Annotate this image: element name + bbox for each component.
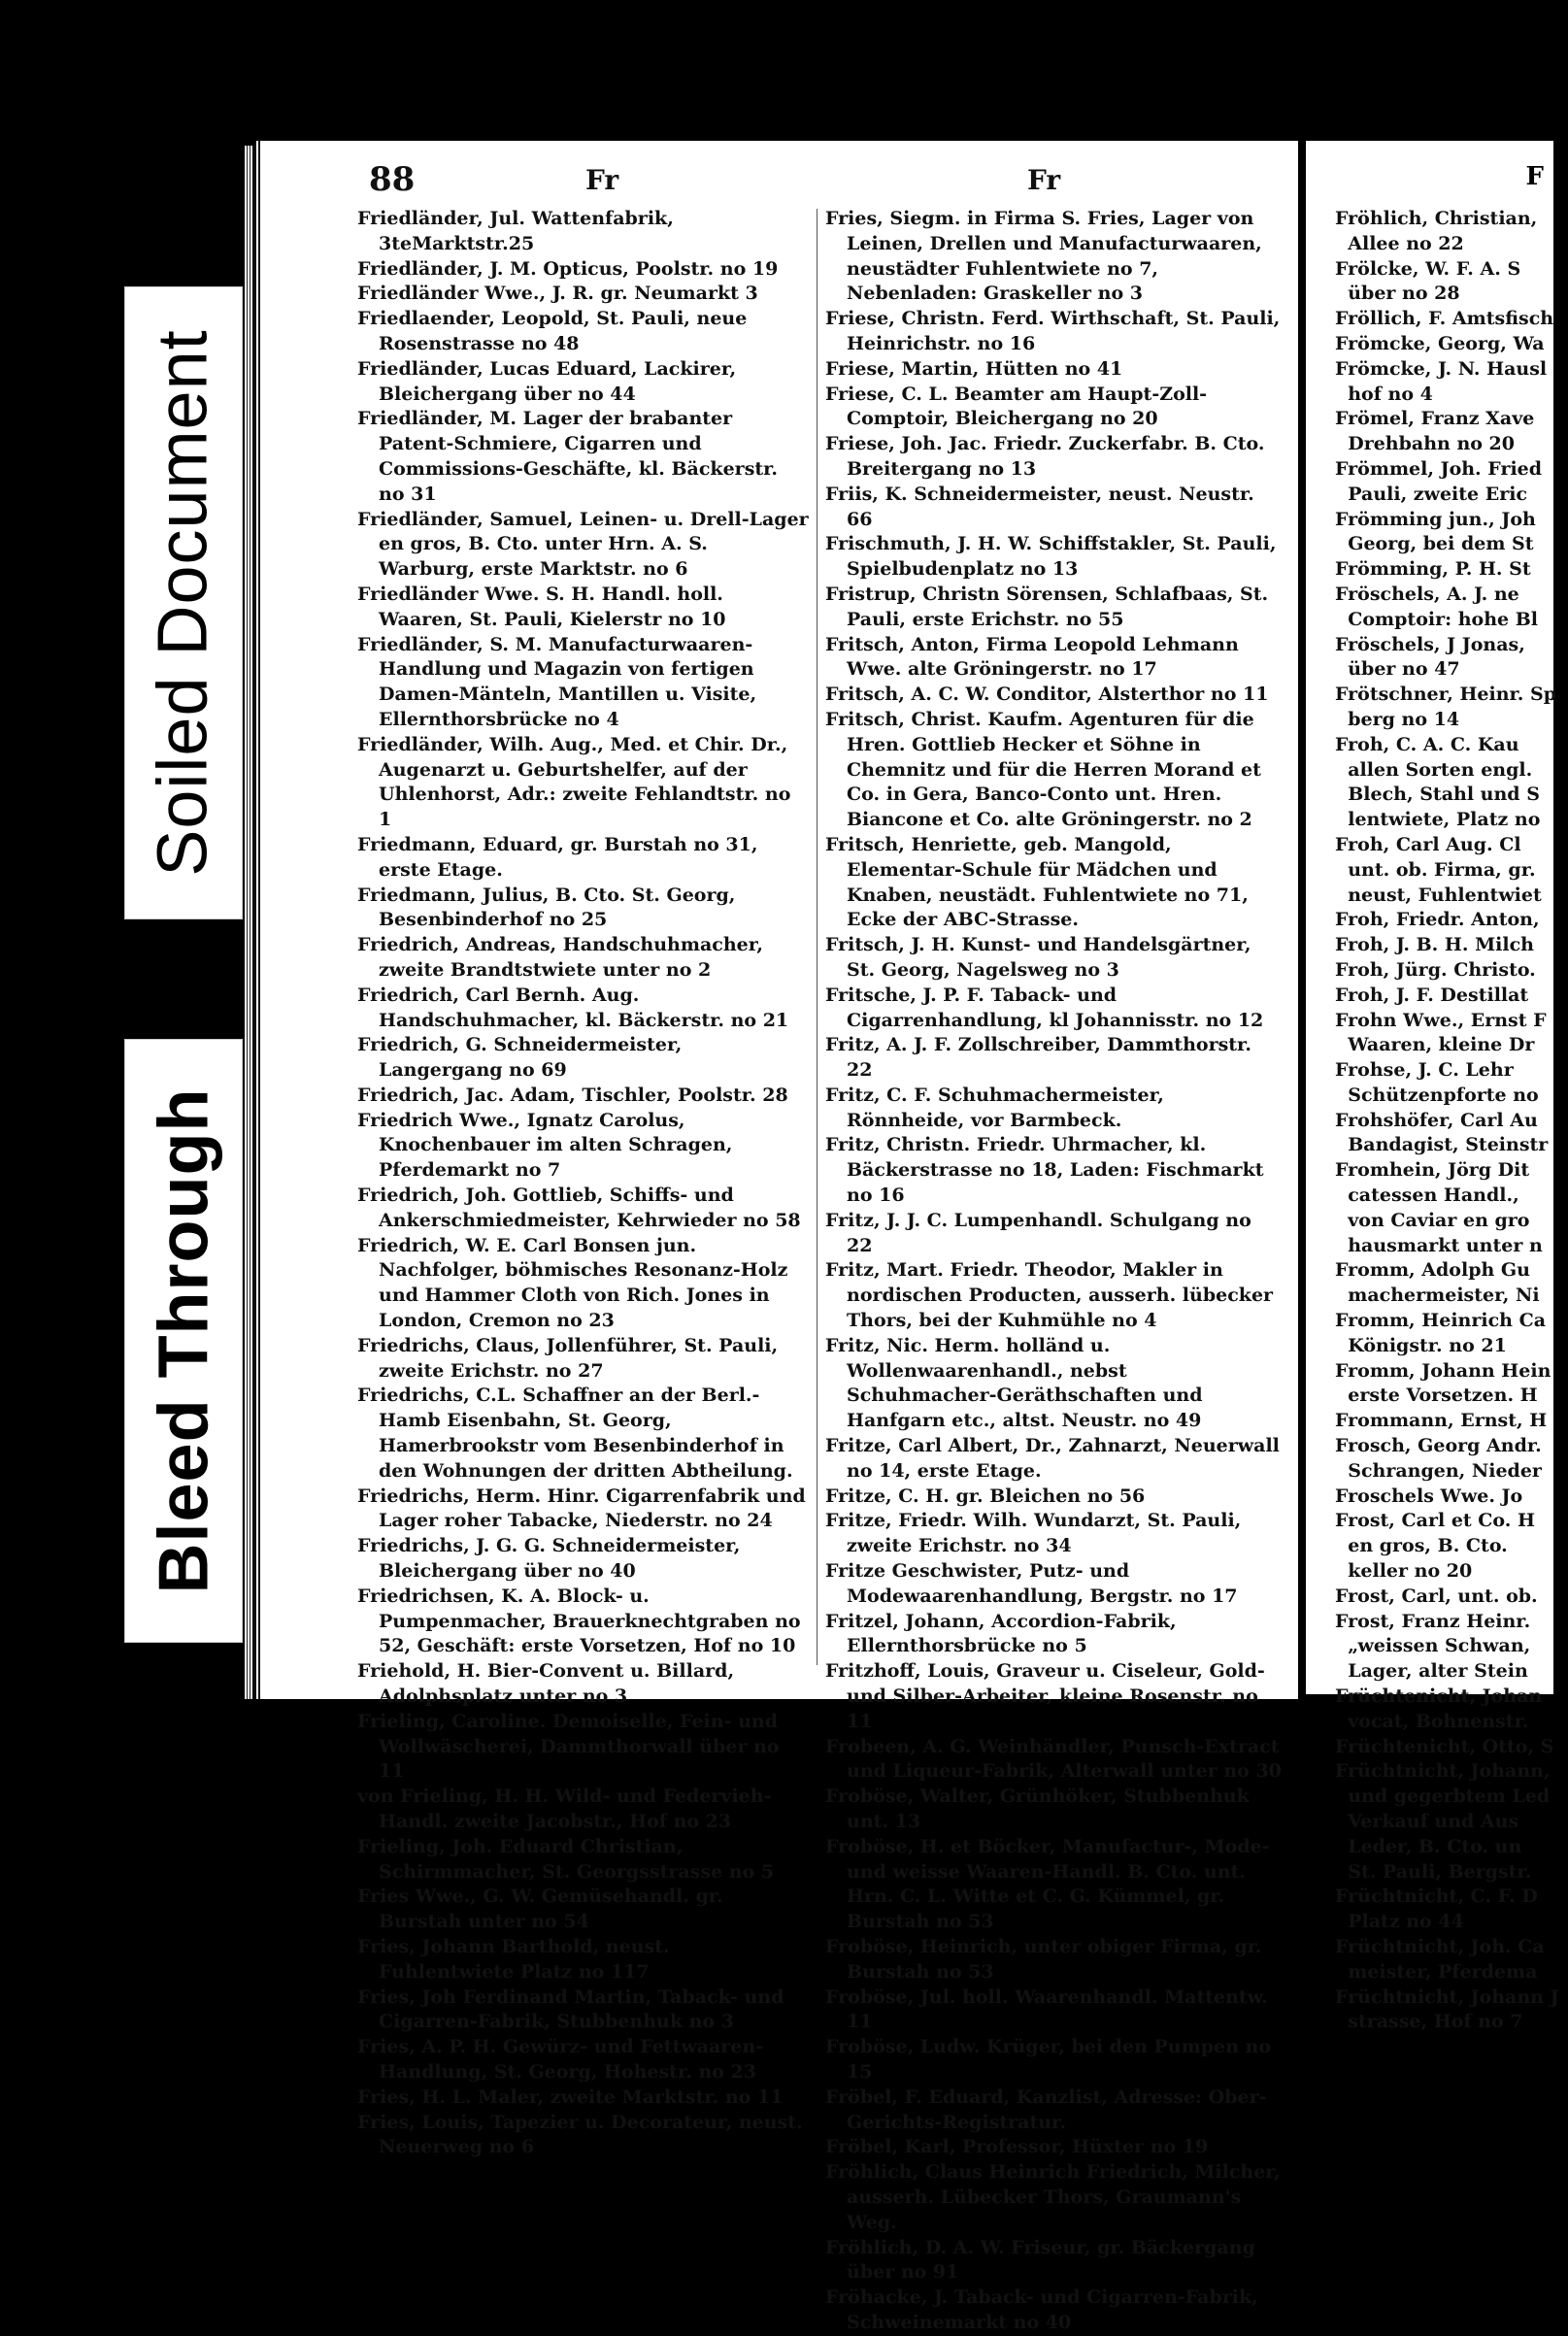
directory-entry: Friedrich, G. Schneidermeister, Langergang no 69: [357, 1034, 683, 1082]
directory-entry: Friehold, H. Bier-Convent u. Billard, Adolphsplatz unter no 3: [357, 1660, 735, 1708]
facing-page-line: „weissen Schwan,: [1335, 1635, 1531, 1657]
facing-page-line: Frömcke, Georg, Wa: [1335, 332, 1545, 354]
directory-entry: Fritsch, Henriette, geb. Mangold, Elementar-Schule für Mädchen und Knaben, neustädt. Fuhlentwiete no 71, Ecke der ABC-Strasse.: [825, 833, 1249, 931]
facing-page-line: Frosch, Georg Andr.: [1335, 1435, 1542, 1457]
directory-entry: Friedländer Wwe., J. R. gr. Neumarkt 3: [357, 283, 758, 305]
directory-entry: Friedrichs, J. G. G. Schneidermeister, Bleichergang über no 40: [357, 1535, 741, 1583]
facing-page-line: Froh, J. F. Destillat: [1335, 984, 1529, 1006]
directory-entry: Friedmann, Eduard, gr. Burstah no 31, erste Etage.: [357, 833, 758, 881]
page-number: 88: [369, 160, 416, 199]
facing-page-line: Früchtnicht, Johann J: [1335, 1986, 1559, 2008]
directory-entry: Frobeen, A. G. Weinhändler, Punsch-Extract und Liqueur-Fabrik, Alterwall unter no 30: [825, 1735, 1282, 1783]
facing-page-line: Früchtenicht, Johan: [1335, 1685, 1543, 1708]
facing-page-line: Frommann, Ernst, H: [1335, 1410, 1548, 1432]
directory-entry: Froböse, Walter, Grünhöker, Stubbenhuk unt. 13: [825, 1785, 1250, 1832]
directory-entry: Fröbel, Karl, Professor, Hüxter no 19: [825, 2136, 1209, 2158]
directory-entry: Friedrich, Jac. Adam, Tischler, Poolstr. 28: [357, 1084, 788, 1106]
facing-page-line: Froh, C. A. C. Kau: [1335, 733, 1519, 755]
facing-page-line: catessen Handl.,: [1335, 1185, 1526, 1207]
facing-page-line: Fröschels, J Jonas,: [1335, 633, 1525, 655]
facing-page-line: Pauli, zweite Eric: [1335, 483, 1528, 505]
facing-page-column: [1335, 207, 1568, 2035]
facing-page-line: Frost, Franz Heinr.: [1335, 1610, 1531, 1632]
soiled-document-label: Soiled Document: [145, 329, 223, 877]
facing-page-line: St. Pauli, Bergstr.: [1335, 1860, 1532, 1883]
facing-page-line: über no 28: [1335, 283, 1460, 305]
directory-entry: von Frieling, H. H. Wild- und Federvieh-Handl. zweite Jacobstr., Hof no 23: [357, 1785, 772, 1832]
facing-page-line: Platz no 44: [1335, 1911, 1464, 1933]
directory-entry: Friedrich, Andreas, Handschuhmacher, zweite Brandtstwiete unter no 2: [357, 934, 763, 981]
directory-entry: Froböse, Heinrich, unter obiger Firma, gr. Burstah no 53: [825, 1935, 1262, 1983]
directory-entry: Friedrich, Carl Bernh. Aug. Handschuhmacher, kl. Bäckerstr. no 21: [357, 984, 789, 1031]
directory-entry: Fritz, Mart. Friedr. Theodor, Makler in nordischen Producten, ausserh. lübecker Thors, bei der Kuhmühle no 4: [825, 1259, 1274, 1332]
facing-page-line: hof no 4: [1335, 383, 1433, 405]
directory-entry: Fritz, A. J. F. Zollschreiber, Dammthorstr. 22: [825, 1034, 1251, 1082]
facing-page-line: hausmarkt unter n: [1335, 1234, 1543, 1256]
facing-page-line: Früchtenicht, Otto, S: [1335, 1735, 1554, 1757]
facing-page-line: Frost, Carl, unt. ob.: [1335, 1585, 1538, 1607]
facing-page-line: Waaren, kleine Dr: [1335, 1034, 1535, 1056]
facing-page-line: en gros, B. Cto.: [1335, 1535, 1508, 1557]
directory-entry: Fries, Joh Ferdinand Martin, Taback- und Cigarren-Fabrik, Stubbenhuk no 3: [357, 1986, 784, 2033]
facing-page-line: Schrangen, Nieder: [1335, 1459, 1542, 1482]
facing-page-line: Fröllich, F. Amtsfisch: [1335, 308, 1554, 330]
directory-entry: Fries, Louis, Tapezier u. Decorateur, neust. Neuerweg no 6: [357, 2111, 803, 2158]
facing-page-line: Frölcke, W. F. A. S: [1335, 257, 1521, 280]
facing-page-line: Georg, bei dem St: [1335, 533, 1534, 555]
facing-page-line: Fromhein, Jörg Dit: [1335, 1159, 1530, 1182]
facing-page-header: F: [1525, 162, 1544, 191]
directory-entry: Friese, Christn. Ferd. Wirthschaft, St. Pauli, Heinrichstr. no 16: [825, 308, 1281, 354]
directory-entry: Friedrich Wwe., Ignatz Carolus, Knochenbauer im alten Schragen, Pferdemarkt no 7: [357, 1109, 733, 1182]
facing-page-line: allen Sorten engl.: [1335, 758, 1533, 781]
facing-page-line: Fromm, Heinrich Ca: [1335, 1310, 1547, 1332]
facing-page-line: Fröhlich, Christian,: [1335, 208, 1538, 229]
facing-page-line: Drehbahn no 20: [1335, 433, 1515, 455]
facing-page-line: lentwiete, Platz no: [1335, 809, 1541, 831]
directory-entry: Fritzel, Johann, Accordion-Fabrik, Ellernthorsbrücke no 5: [825, 1610, 1177, 1657]
facing-page-line: Frohshöfer, Carl Au: [1335, 1109, 1538, 1131]
directory-entry: Friedlaender, Leopold, St. Pauli, neue Rosenstrasse no 48: [357, 308, 748, 354]
facing-page-line: Frost, Carl et Co. H: [1335, 1510, 1535, 1532]
facing-page-fragment: [1306, 141, 1559, 2033]
facing-page-line: Schützenpforte no: [1335, 1084, 1539, 1106]
facing-page-line: Froschels Wwe. Jo: [1335, 1485, 1523, 1507]
facing-page-line: Frömming, P. H. St: [1335, 558, 1531, 581]
directory-entry: Friedrich, Joh. Gottlieb, Schiffs- und Ankerschmiedmeister, Kehrwieder no 58: [357, 1185, 801, 1231]
directory-entry: Frischmuth, J. H. W. Schiffstakler, St. Pauli, Spielbudenplatz no 13: [825, 533, 1277, 581]
directory-entry: Fries, Johann Barthold, neust. Fuhlentwiete Platz no 117: [357, 1935, 670, 1983]
directory-entry: Friedländer, M. Lager der brabanter Patent-Schmiere, Cigarren und Commissions-Geschäfte, kl. Bäckerstr. no 31: [357, 408, 779, 505]
directory-entry: Friedländer Wwe. S. H. Handl. holl. Waaren, St. Pauli, Kielerstr no 10: [357, 583, 726, 630]
facing-page-line: strasse, Hof no 7: [1335, 2011, 1523, 2033]
facing-page-line: Froh, Jürg. Christo.: [1335, 958, 1536, 981]
facing-page-line: Frömcke, J. N. Hausl: [1335, 357, 1548, 380]
soiled-document-tag: [124, 286, 243, 919]
right-column: [825, 207, 1282, 2336]
facing-page-line: Früchtnicht, Johann,: [1335, 1760, 1551, 1783]
directory-entry: Fritsche, J. P. F. Taback- und Cigarrenhandlung, kl Johannisstr. no 12: [825, 984, 1264, 1031]
directory-entry: Fritsch, J. H. Kunst- und Handelsgärtner, St. Georg, Nagelsweg no 3: [825, 934, 1251, 981]
directory-entry: Fries, Siegm. in Firma S. Fries, Lager von Leinen, Drellen und Manufacturwaaren, neustädter Fuhlentwiete no 7, Nebenladen: Graskeller no 3: [825, 208, 1262, 305]
facing-page-line: Frötschner, Heinr. Sp: [1335, 684, 1557, 706]
directory-entry: Friedrichs, C.L. Schaffner an der Berl.-Hamb Eisenbahn, St. Georg, Hamerbrookstr vom Besenbinderhof in den Wohnungen der dritten Abtheilung.: [357, 1385, 793, 1482]
facing-page-line: Lager, alter Stein: [1335, 1660, 1528, 1683]
directory-entry: Friedländer, Samuel, Leinen- u. Drell-Lager en gros, B. Cto. unter Hrn. A. S. Warburg, erste Marktstr. no 6: [357, 508, 809, 581]
directory-entry: Fritsch, Christ. Kaufm. Agenturen für die Hren. Gottlieb Hecker et Söhne in Chemnitz und für die Herren Morand et Co. in Gera, Banco-Conto unt. Hren. Biancone et Co. alte Gröningerstr. no 2: [825, 708, 1261, 831]
directory-entry: Fröhacke, J. Taback- und Cigarren-Fabrik, Schweinemarkt no 40: [825, 2286, 1258, 2333]
bleed-through-label: Bleed Through: [145, 1087, 223, 1594]
directory-entry: Fröhlich, Claus Heinrich Friedrich, Milcher, ausserh. Lübecker Thors, Graumann's Weg.: [825, 2161, 1281, 2233]
directory-entry: Fritze, Friedr. Wilh. Wundarzt, St. Pauli, zweite Erichstr. no 34: [825, 1510, 1242, 1557]
facing-page-line: und gegerbtem Led: [1335, 1785, 1551, 1808]
facing-page-line: meister, Pferdema: [1335, 1960, 1538, 1983]
facing-page-line: Frohn Wwe., Ernst F: [1335, 1009, 1547, 1031]
directory-entry: Fristrup, Christn Sörensen, Schlafbaas, St. Pauli, erste Erichstr. no 55: [825, 583, 1269, 630]
directory-entry: Friedländer, J. M. Opticus, Poolstr. no 19: [357, 257, 779, 280]
facing-page-line: vocat, Bohnenstr.: [1335, 1710, 1529, 1732]
facing-page-line: Froh, J. B. H. Milch: [1335, 934, 1534, 956]
directory-entry: Fritsch, A. C. W. Conditor, Alsterthor no 11: [825, 684, 1269, 706]
left-column: [357, 207, 809, 2160]
facing-page-line: neust, Fuhlentwiet: [1335, 884, 1542, 906]
facing-page-line: Frömmel, Joh. Fried: [1335, 457, 1543, 480]
directory-entry: Friese, Joh. Jac. Friedr. Zuckerfabr. B. Cto. Breitergang no 13: [825, 433, 1265, 480]
page-edge: [245, 146, 252, 1699]
facing-page-line: Früchtnicht, Joh. Ca: [1335, 1935, 1545, 1957]
directory-entry: Friedrichsen, K. A. Block- u. Pumpenmacher, Brauerknechtgraben no 52, Geschäft: erste Vorsetzen, Hof no 10: [357, 1585, 801, 1657]
facing-page-line: Leder, B. Cto. un: [1335, 1835, 1522, 1857]
directory-entry: Fries, H. L. Maler, zweite Marktstr. no 11: [357, 2086, 784, 2108]
directory-entry: Froböse, Ludw. Krüger, bei den Pumpen no 15: [825, 2036, 1272, 2083]
facing-page-line: Allee no 22: [1335, 232, 1464, 254]
directory-entry: Fritz, C. F. Schuhmachermeister, Rönnheide, vor Barmbeck.: [825, 1084, 1164, 1131]
facing-page-line: Früchtnicht, C. F. D: [1335, 1885, 1538, 1908]
facing-page-line: Blech, Stahl und S: [1335, 784, 1540, 806]
directory-entry: Froböse, Jul. holl. Waarenhandl. Mattentw. 11: [825, 1986, 1268, 2033]
directory-entry: Frieling, Caroline. Demoiselle, Fein- und Wollwäscherei, Dammthorwall über no 11: [357, 1710, 780, 1783]
directory-entry: Fritz, Nic. Herm. holländ u. Wollenwaarenhandl., nebst Schuhmacher-Geräthschaften und Hanfgarn etc., altst. Neustr. no 49: [825, 1334, 1203, 1432]
header-left-letters: Fr: [585, 164, 619, 196]
directory-entry: Friedrich, W. E. Carl Bonsen jun. Nachfolger, böhmisches Resonanz-Holz und Hammer Cloth von Rich. Jones in London, Cremon no 23: [357, 1234, 788, 1332]
facing-page-line: Frömming jun., Joh: [1335, 508, 1536, 530]
facing-page-line: Comptoir: hohe Bl: [1335, 608, 1538, 630]
directory-entry: Fritze, C. H. gr. Bleichen no 56: [825, 1485, 1146, 1507]
directory-entry: Fritz, Christn. Friedr. Uhrmacher, kl. Bäckerstrasse no 18, Laden: Fischmarkt no 16: [825, 1134, 1264, 1207]
directory-entry: Friese, Martin, Hütten no 41: [825, 357, 1123, 380]
facing-page-line: Froh, Friedr. Anton,: [1335, 909, 1540, 931]
directory-entry: Fritze, Carl Albert, Dr., Zahnarzt, Neuerwall no 14, erste Etage.: [825, 1435, 1280, 1482]
facing-page-line: keller no 20: [1335, 1560, 1473, 1583]
facing-page-line: Frohse, J. C. Lehr: [1335, 1059, 1514, 1082]
directory-entry: Friedländer, Jul. Wattenfabrik, 3teMarktstr.25: [357, 208, 674, 254]
top-shadow: [1311, 0, 1553, 136]
directory-entry: Fries Wwe., G. W. Gemüsehandl. gr. Burstah unter no 54: [357, 1885, 723, 1933]
directory-entry: Friedmann, Julius, B. Cto. St. Georg, Besenbinderhof no 25: [357, 884, 736, 931]
directory-entry: Friedrichs, Herm. Hinr. Cigarrenfabrik und Lager roher Tabacke, Niederstr. no 24: [357, 1485, 806, 1532]
directory-entry: Fritze Geschwister, Putz- und Modewaarenhandlung, Bergstr. no 17: [825, 1560, 1238, 1607]
directory-entry: Friese, C. L. Beamter am Haupt-Zoll-Comptoir, Bleichergang no 20: [825, 383, 1208, 430]
directory-entry: Friedländer, Lucas Eduard, Lackirer, Bleichergang über no 44: [357, 357, 737, 405]
facing-page-line: erste Vorsetzen. H: [1335, 1385, 1538, 1407]
facing-page-line: von Caviar en gro: [1335, 1209, 1530, 1231]
facing-page-line: machermeister, Ni: [1335, 1285, 1540, 1307]
facing-page-line: unt. ob. Firma, gr.: [1335, 858, 1536, 881]
directory-page: [254, 141, 1304, 2333]
bleed-through-tag: [124, 1039, 243, 1643]
facing-page-line: Froh, Carl Aug. Cl: [1335, 833, 1521, 855]
directory-entry: Friedländer, Wilh. Aug., Med. et Chir. Dr., Augenarzt u. Geburtshelfer, auf der Uhlenhorst, Adr.: zweite Fehlandtstr. no 1: [357, 733, 791, 831]
directory-entry: Fritz, J. J. C. Lumpenhandl. Schulgang no 22: [825, 1209, 1251, 1256]
directory-entry: Fröbel, F. Eduard, Kanzlist, Adresse: Ober-Gerichts-Registratur.: [825, 2086, 1267, 2133]
facing-page-line: Fromm, Johann Hein: [1335, 1359, 1551, 1382]
directory-entry: Fröhlich, D. A. W. Friseur, gr. Bäckergang über no 91: [825, 2236, 1255, 2284]
facing-page-line: über no 47: [1335, 658, 1460, 681]
header-right-letters: Fr: [1027, 164, 1061, 196]
directory-entry: Frieling, Joh. Eduard Christian, Schirmmacher, St. Georgsstrasse no 5: [357, 1835, 775, 1883]
directory-entry: Fritzhoff, Louis, Graveur u. Ciseleur, Gold- und Silber-Arbeiter, kleine Rosenstr. no 11: [825, 1660, 1265, 1732]
page-header: [260, 160, 1304, 199]
facing-page-line: Fröschels, A. J. ne: [1335, 583, 1519, 605]
directory-entry: Froböse, H. et Böcker, Manufactur-, Mode- und weisse Waaren-Handl. B. Cto. unt. Hrn. C. L. Witte et C. G. Kümmel, gr. Burstah no 53: [825, 1835, 1270, 1933]
facing-page-line: Bandagist, Steinstr: [1335, 1134, 1549, 1156]
directory-entry: Fritsch, Anton, Firma Leopold Lehmann Wwe. alte Gröningerstr. no 17: [825, 633, 1239, 681]
facing-page-line: Verkauf und Aus: [1335, 1811, 1519, 1832]
facing-page-line: Königstr. no 21: [1335, 1334, 1507, 1356]
directory-entry: Friedländer, S. M. Manufacturwaaren-Handlung und Magazin von fertigen Damen-Mänteln, Mantillen u. Visite, Ellernthorsbrücke no 4: [357, 633, 757, 730]
facing-page-line: Frömel, Franz Xave: [1335, 408, 1535, 430]
directory-entry: Friis, K. Schneidermeister, neust. Neustr. 66: [825, 483, 1254, 530]
directory-entry: Fries, A. P. H. Gewürz- und Fettwaaren-Handlung, St. Georg, Hohestr. no 23: [357, 2036, 764, 2083]
facing-page-line: berg no 14: [1335, 708, 1460, 730]
directory-entry: Friedrichs, Claus, Jollenführer, St. Pauli, zweite Erichstr. no 27: [357, 1334, 779, 1382]
facing-page-line: Fromm, Adolph Gu: [1335, 1259, 1530, 1282]
